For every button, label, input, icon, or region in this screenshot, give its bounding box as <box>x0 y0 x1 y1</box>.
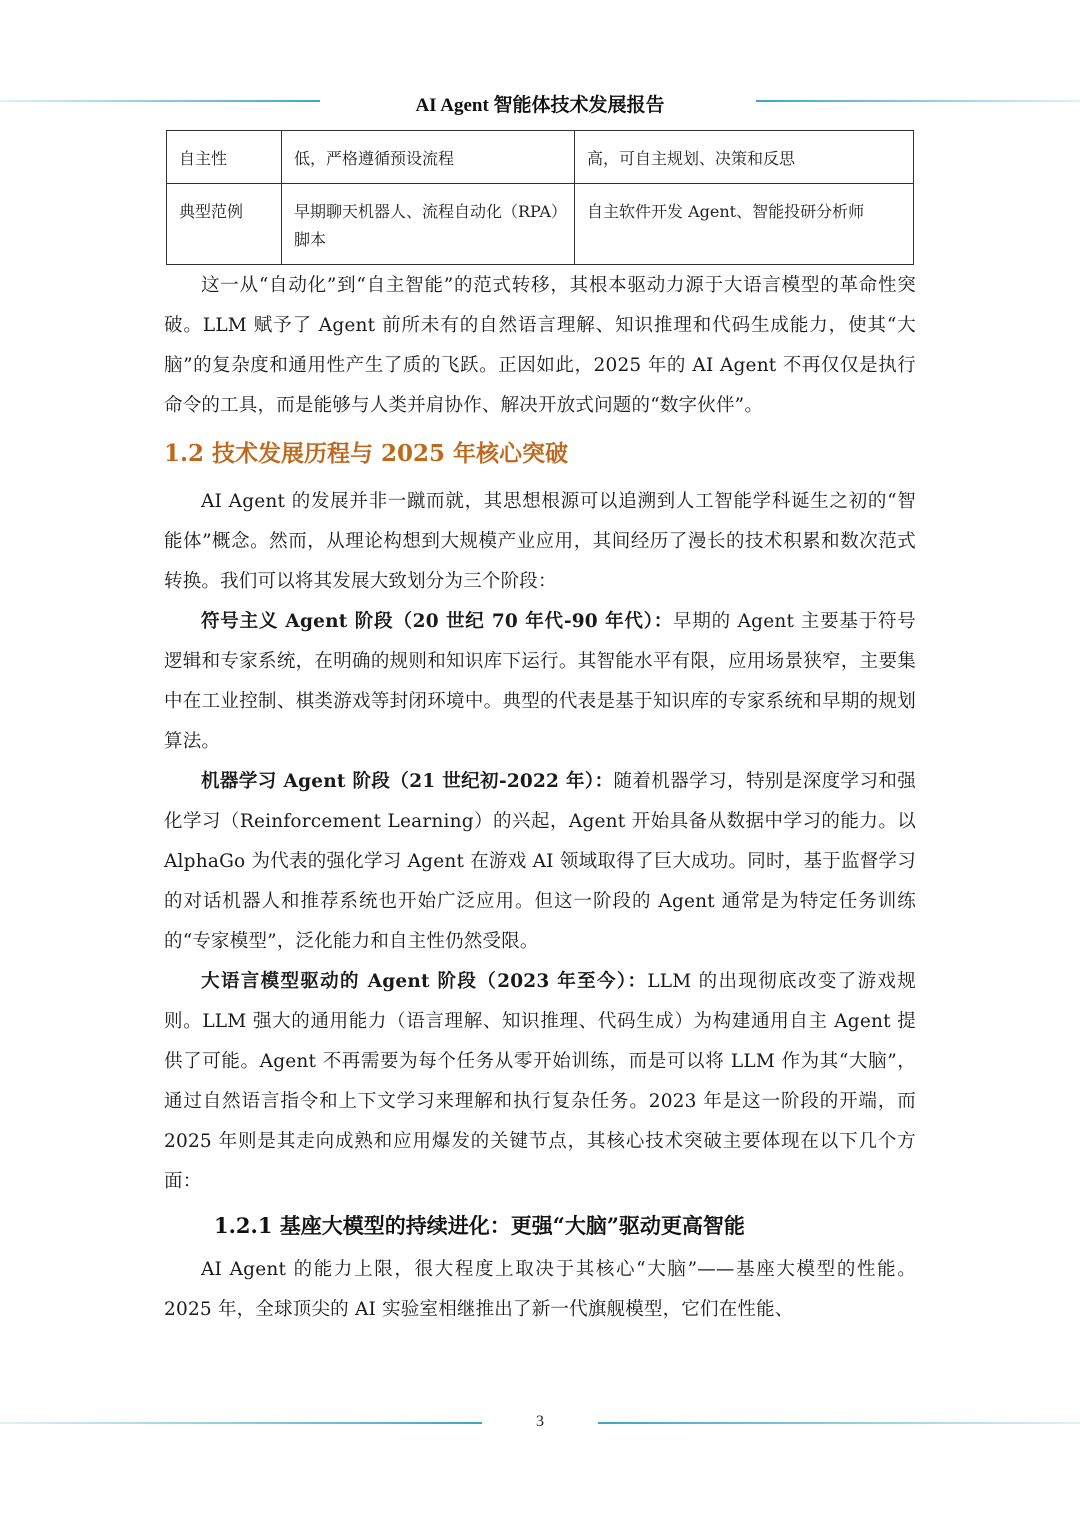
body-content <box>164 266 916 1330</box>
section-heading: 1.2 技术发展历程与 2025 年核心突破 <box>164 440 569 467</box>
table-cell-label: 自主性 <box>167 131 282 184</box>
paragraph-history-intro: AI Agent 的发展并非一蹴而就，其思想根源可以追溯到人工智能学科诞生之初的“智能体”概念。然而，从理论构想到大规模产业应用，其间经历了漫长的技术积累和数次范式转换。我们可以将其发展大致划分为三个阶段： <box>164 491 916 592</box>
stage-body-llm: LLM 的出现彻底改变了游戏规则。LLM 强大的通用能力（语言理解、知识推理、代码生成）为构建通用自主 Agent 提供了可能。Agent 不再需要为每个任务从零开始训练，而是可以将 LLM 作为其“大脑”，通过自然语言指令和上下文学习来理解和执行复杂任务。2023 年是这一阶段的开端，而 2025 年则是其走向成熟和应用爆发的关键节点，其核心技术突破主要体现在以下几个方面： <box>164 971 916 1192</box>
page-number: 3 <box>536 1413 544 1430</box>
table-cell-label: 典型范例 <box>167 184 282 265</box>
table-cell-traditional: 早期聊天机器人、流程自动化（RPA）脚本 <box>282 184 575 265</box>
paragraph-paradigm-shift: 这一从“自动化”到“自主智能”的范式转移，其根本驱动力源于大语言模型的革命性突破。LLM 赋予了 Agent 前所未有的自然语言理解、知识推理和代码生成能力，使其“大脑”的复杂度和通用性产生了质的飞跃。正因如此，2025 年的 AI Agent 不再仅仅是执行命令的工具，而是能够与人类并肩协作、解决开放式问题的“数字伙伴”。 <box>164 275 916 416</box>
comparison-table <box>166 130 914 265</box>
stage-lead-ml: 机器学习 Agent 阶段（21 世纪初-2022 年）： <box>201 771 614 792</box>
stage-lead-symbolic: 符号主义 Agent 阶段（20 世纪 70 年代-90 年代）： <box>201 611 674 632</box>
paragraph-llm-stage <box>164 962 916 1202</box>
table-cell-agent: 高，可自主规划、决策和反思 <box>575 131 914 184</box>
paragraph-ml-stage <box>164 762 916 962</box>
paragraph-foundation-models: AI Agent 的能力上限，很大程度上取决于其核心“大脑”——基座大模型的性能。2025 年，全球顶尖的 AI 实验室相继推出了新一代旗舰模型，它们在性能、 <box>164 1259 916 1320</box>
table-cell-agent: 自主软件开发 Agent、智能投研分析师 <box>575 184 914 265</box>
stage-body-symbolic: 早期的 Agent 主要基于符号逻辑和专家系统，在明确的规则和知识库下运行。其智能水平有限，应用场景狭窄，主要集中在工业控制、棋类游戏等封闭环境中。典型的代表是基于知识库的专家系统和早期的规划算法。 <box>164 611 916 752</box>
table-cell-traditional: 低，严格遵循预设流程 <box>282 131 575 184</box>
paragraph-symbolic-stage <box>164 602 916 762</box>
stage-body-ml: 随着机器学习，特别是深度学习和强化学习（Reinforcement Learning）的兴起，Agent 开始具备从数据中学习的能力。以 AlphaGo 为代表的强化学习 Agent 在游戏 AI 领域取得了巨大成功。同时，基于监督学习的对话机器人和推荐系统也开始广泛应用。但这一阶段的 Agent 通常是为特定任务训练的“专家模型”，泛化能力和自主性仍然受限。 <box>164 771 916 952</box>
subsection-heading: 1.2.1 基座大模型的持续进化：更强“大脑”驱动更高智能 <box>214 1213 745 1238</box>
table-row <box>167 131 914 184</box>
table-row <box>167 184 914 265</box>
running-header-title: AI Agent 智能体技术发展报告 <box>415 95 665 116</box>
stage-lead-llm: 大语言模型驱动的 Agent 阶段（2023 年至今）： <box>201 971 648 992</box>
